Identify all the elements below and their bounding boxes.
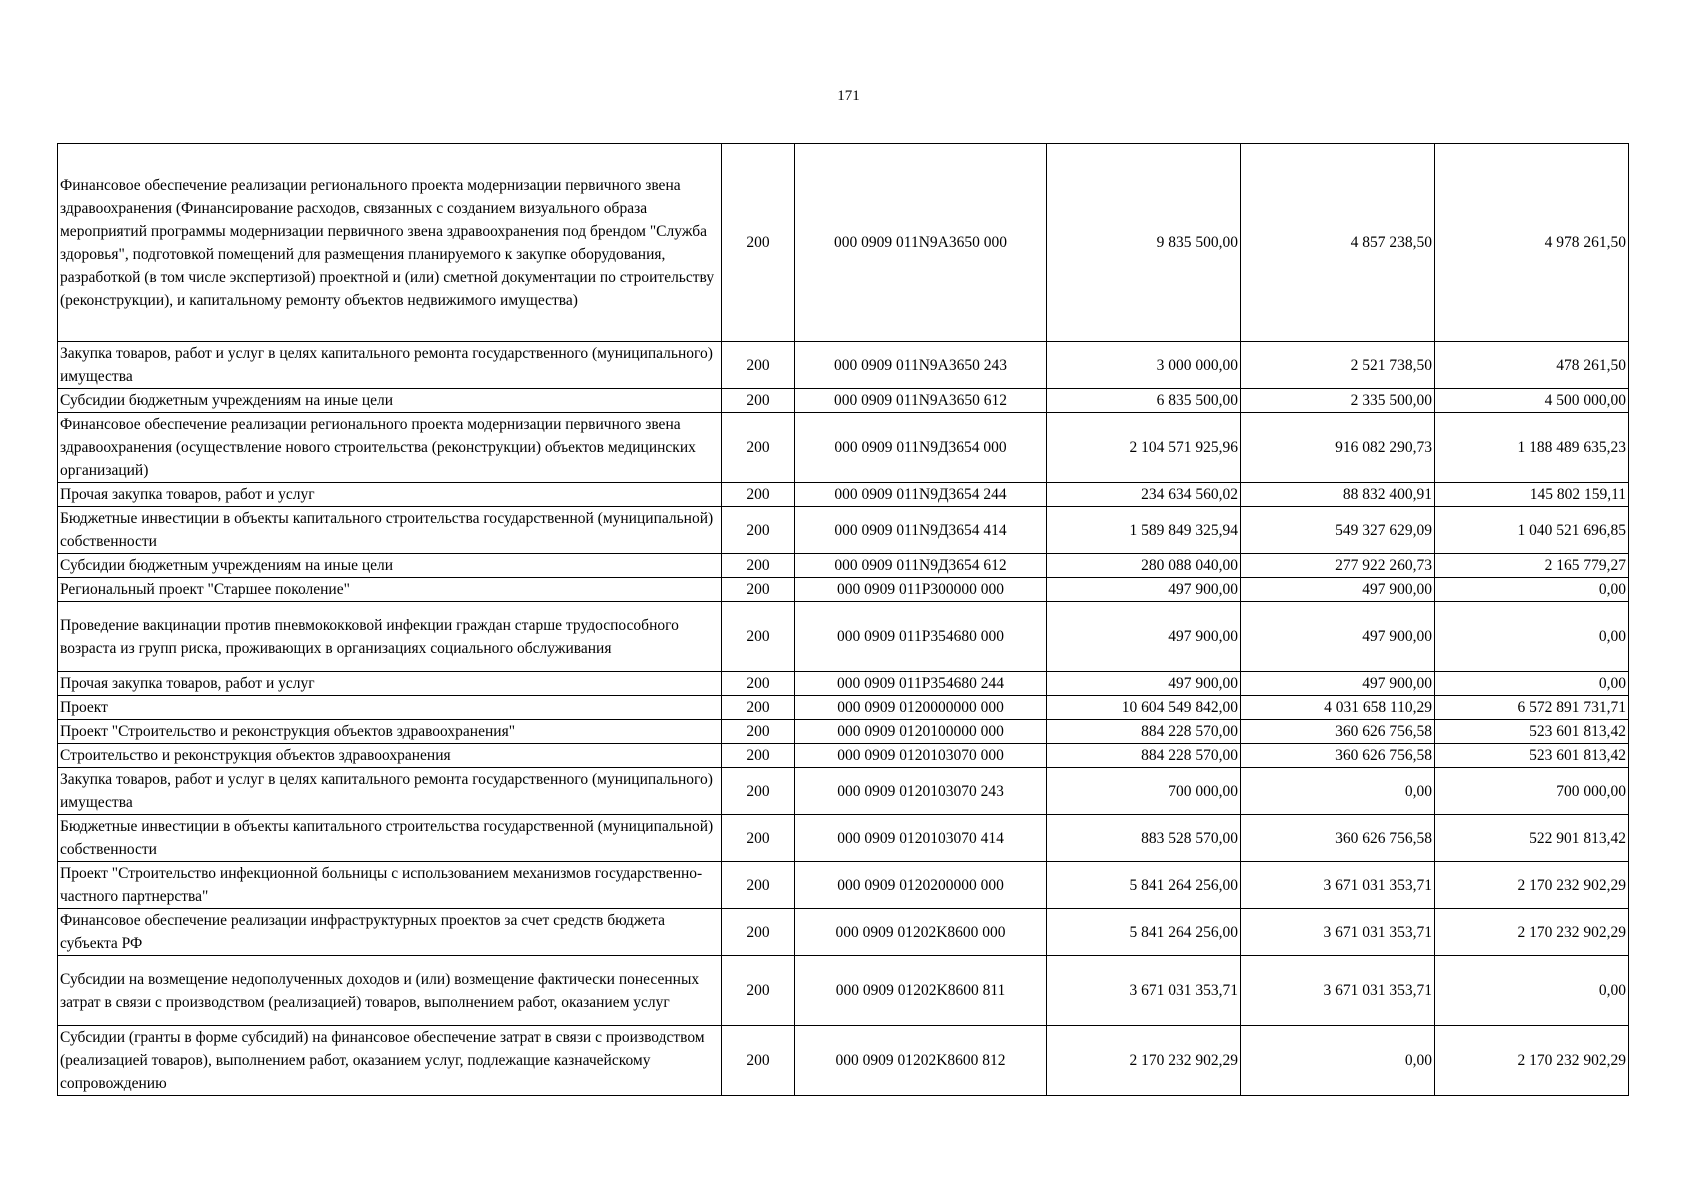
table-row bbox=[58, 507, 1629, 554]
row-code-cell: 200 bbox=[722, 956, 795, 1026]
row-approved-cell: 884 228 570,00 bbox=[1047, 720, 1241, 744]
row-name-cell: Проект "Строительство и реконструкция объектов здравоохранения" bbox=[58, 720, 722, 744]
row-code-cell: 200 bbox=[722, 672, 795, 696]
row-unexecuted-cell: 0,00 bbox=[1435, 672, 1629, 696]
row-executed-cell: 2 335 500,00 bbox=[1241, 389, 1435, 413]
table-row bbox=[58, 413, 1629, 483]
row-code-cell: 200 bbox=[722, 720, 795, 744]
row-unexecuted-cell: 523 601 813,42 bbox=[1435, 720, 1629, 744]
row-approved-cell: 2 104 571 925,96 bbox=[1047, 413, 1241, 483]
row-code-cell: 200 bbox=[722, 862, 795, 909]
table-row bbox=[58, 862, 1629, 909]
row-approved-cell: 3 000 000,00 bbox=[1047, 342, 1241, 389]
row-code-cell: 200 bbox=[722, 413, 795, 483]
row-unexecuted-cell: 522 901 813,42 bbox=[1435, 815, 1629, 862]
row-classification-cell: 000 0909 011P300000 000 bbox=[795, 578, 1047, 602]
row-code-cell: 200 bbox=[722, 507, 795, 554]
table-row bbox=[58, 389, 1629, 413]
row-unexecuted-cell: 1 188 489 635,23 bbox=[1435, 413, 1629, 483]
row-executed-cell: 277 922 260,73 bbox=[1241, 554, 1435, 578]
row-classification-cell: 000 0909 011P354680 000 bbox=[795, 602, 1047, 672]
row-executed-cell: 497 900,00 bbox=[1241, 602, 1435, 672]
row-unexecuted-cell: 0,00 bbox=[1435, 956, 1629, 1026]
table-row bbox=[58, 768, 1629, 815]
table-row bbox=[58, 483, 1629, 507]
table-row bbox=[58, 578, 1629, 602]
row-executed-cell: 360 626 756,58 bbox=[1241, 744, 1435, 768]
row-unexecuted-cell: 145 802 159,11 bbox=[1435, 483, 1629, 507]
row-executed-cell: 0,00 bbox=[1241, 1026, 1435, 1096]
row-name-cell: Строительство и реконструкция объектов здравоохранения bbox=[58, 744, 722, 768]
row-classification-cell: 000 0909 011N9Д3654 000 bbox=[795, 413, 1047, 483]
row-code-cell: 200 bbox=[722, 909, 795, 956]
table-row bbox=[58, 1026, 1629, 1096]
table-row bbox=[58, 342, 1629, 389]
row-name-cell: Бюджетные инвестиции в объекты капитального строительства государственной (муниципальной) собственности bbox=[58, 815, 722, 862]
row-code-cell: 200 bbox=[722, 342, 795, 389]
row-approved-cell: 884 228 570,00 bbox=[1047, 744, 1241, 768]
row-name-cell: Региональный проект "Старшее поколение" bbox=[58, 578, 722, 602]
table-row bbox=[58, 696, 1629, 720]
row-unexecuted-cell: 4 978 261,50 bbox=[1435, 144, 1629, 342]
row-classification-cell: 000 0909 011N9A3650 612 bbox=[795, 389, 1047, 413]
row-approved-cell: 10 604 549 842,00 bbox=[1047, 696, 1241, 720]
row-unexecuted-cell: 0,00 bbox=[1435, 578, 1629, 602]
row-code-cell: 200 bbox=[722, 144, 795, 342]
row-classification-cell: 000 0909 01202K8600 811 bbox=[795, 956, 1047, 1026]
page-number: 171 bbox=[837, 88, 860, 104]
row-name-cell: Закупка товаров, работ и услуг в целях капитального ремонта государственного (муниципального) имущества bbox=[58, 768, 722, 815]
row-executed-cell: 4 857 238,50 bbox=[1241, 144, 1435, 342]
row-executed-cell: 497 900,00 bbox=[1241, 672, 1435, 696]
row-executed-cell: 4 031 658 110,29 bbox=[1241, 696, 1435, 720]
row-approved-cell: 5 841 264 256,00 bbox=[1047, 862, 1241, 909]
table-row bbox=[58, 144, 1629, 342]
row-unexecuted-cell: 523 601 813,42 bbox=[1435, 744, 1629, 768]
row-approved-cell: 9 835 500,00 bbox=[1047, 144, 1241, 342]
row-name-cell: Финансовое обеспечение реализации регионального проекта модернизации первичного звена здравоохранения (Финансирование расходов, связанных с созданием визуального образа мероприятий программы модернизации первичного звена здравоохранения под брендом "Служба здоровья", подготовкой помещений для размещения планируемого к закупке оборудования, разработкой (в том числе экспертизой) проектной и (или) сметной документации по строительству (реконструкции), и капитальному ремонту объектов недвижимого имущества) bbox=[58, 144, 722, 342]
row-unexecuted-cell: 6 572 891 731,71 bbox=[1435, 696, 1629, 720]
row-classification-cell: 000 0909 0120200000 000 bbox=[795, 862, 1047, 909]
row-approved-cell: 497 900,00 bbox=[1047, 602, 1241, 672]
row-classification-cell: 000 0909 011N9Д3654 244 bbox=[795, 483, 1047, 507]
table-row bbox=[58, 744, 1629, 768]
row-name-cell: Бюджетные инвестиции в объекты капитального строительства государственной (муниципальной) собственности bbox=[58, 507, 722, 554]
row-code-cell: 200 bbox=[722, 696, 795, 720]
row-code-cell: 200 bbox=[722, 815, 795, 862]
row-approved-cell: 6 835 500,00 bbox=[1047, 389, 1241, 413]
row-unexecuted-cell: 2 170 232 902,29 bbox=[1435, 862, 1629, 909]
row-approved-cell: 497 900,00 bbox=[1047, 672, 1241, 696]
row-executed-cell: 549 327 629,09 bbox=[1241, 507, 1435, 554]
table-row bbox=[58, 554, 1629, 578]
row-code-cell: 200 bbox=[722, 578, 795, 602]
row-executed-cell: 2 521 738,50 bbox=[1241, 342, 1435, 389]
row-classification-cell: 000 0909 0120103070 000 bbox=[795, 744, 1047, 768]
row-code-cell: 200 bbox=[722, 602, 795, 672]
row-approved-cell: 883 528 570,00 bbox=[1047, 815, 1241, 862]
row-classification-cell: 000 0909 0120103070 414 bbox=[795, 815, 1047, 862]
row-name-cell: Субсидии (гранты в форме субсидий) на финансовое обеспечение затрат в связи с производством (реализацией товаров), выполнением работ, оказанием услуг, подлежащие казначейскому сопровождению bbox=[58, 1026, 722, 1096]
row-executed-cell: 916 082 290,73 bbox=[1241, 413, 1435, 483]
row-code-cell: 200 bbox=[722, 1026, 795, 1096]
row-approved-cell: 2 170 232 902,29 bbox=[1047, 1026, 1241, 1096]
table-body bbox=[58, 144, 1629, 1096]
row-unexecuted-cell: 2 170 232 902,29 bbox=[1435, 1026, 1629, 1096]
row-classification-cell: 000 0909 0120103070 243 bbox=[795, 768, 1047, 815]
row-code-cell: 200 bbox=[722, 554, 795, 578]
row-code-cell: 200 bbox=[722, 744, 795, 768]
row-unexecuted-cell: 478 261,50 bbox=[1435, 342, 1629, 389]
row-unexecuted-cell: 1 040 521 696,85 bbox=[1435, 507, 1629, 554]
row-approved-cell: 280 088 040,00 bbox=[1047, 554, 1241, 578]
row-classification-cell: 000 0909 011P354680 244 bbox=[795, 672, 1047, 696]
row-unexecuted-cell: 2 170 232 902,29 bbox=[1435, 909, 1629, 956]
row-name-cell: Субсидии бюджетным учреждениям на иные цели bbox=[58, 389, 722, 413]
row-approved-cell: 3 671 031 353,71 bbox=[1047, 956, 1241, 1026]
row-executed-cell: 3 671 031 353,71 bbox=[1241, 909, 1435, 956]
table-row bbox=[58, 909, 1629, 956]
row-executed-cell: 88 832 400,91 bbox=[1241, 483, 1435, 507]
row-classification-cell: 000 0909 011N9A3650 000 bbox=[795, 144, 1047, 342]
row-name-cell: Закупка товаров, работ и услуг в целях капитального ремонта государственного (муниципального) имущества bbox=[58, 342, 722, 389]
row-classification-cell: 000 0909 011N9Д3654 414 bbox=[795, 507, 1047, 554]
row-name-cell: Прочая закупка товаров, работ и услуг bbox=[58, 483, 722, 507]
row-executed-cell: 360 626 756,58 bbox=[1241, 815, 1435, 862]
row-classification-cell: 000 0909 01202K8600 812 bbox=[795, 1026, 1047, 1096]
row-code-cell: 200 bbox=[722, 389, 795, 413]
row-executed-cell: 497 900,00 bbox=[1241, 578, 1435, 602]
row-code-cell: 200 bbox=[722, 768, 795, 815]
row-classification-cell: 000 0909 011N9Д3654 612 bbox=[795, 554, 1047, 578]
table-row bbox=[58, 672, 1629, 696]
row-approved-cell: 5 841 264 256,00 bbox=[1047, 909, 1241, 956]
row-name-cell: Финансовое обеспечение реализации регионального проекта модернизации первичного звена здравоохранения (осуществление нового строительства (реконструкции) объектов медицинских организаций) bbox=[58, 413, 722, 483]
row-approved-cell: 700 000,00 bbox=[1047, 768, 1241, 815]
row-unexecuted-cell: 2 165 779,27 bbox=[1435, 554, 1629, 578]
row-approved-cell: 497 900,00 bbox=[1047, 578, 1241, 602]
row-name-cell: Финансовое обеспечение реализации инфраструктурных проектов за счет средств бюджета субъекта РФ bbox=[58, 909, 722, 956]
row-name-cell: Проект bbox=[58, 696, 722, 720]
row-classification-cell: 000 0909 011N9A3650 243 bbox=[795, 342, 1047, 389]
row-approved-cell: 234 634 560,02 bbox=[1047, 483, 1241, 507]
row-name-cell: Прочая закупка товаров, работ и услуг bbox=[58, 672, 722, 696]
row-name-cell: Проведение вакцинации против пневмококковой инфекции граждан старше трудоспособного возраста из групп риска, проживающих в организациях социального обслуживания bbox=[58, 602, 722, 672]
row-executed-cell: 0,00 bbox=[1241, 768, 1435, 815]
table-row bbox=[58, 815, 1629, 862]
budget-execution-table bbox=[57, 143, 1629, 1096]
row-classification-cell: 000 0909 0120000000 000 bbox=[795, 696, 1047, 720]
row-name-cell: Субсидии на возмещение недополученных доходов и (или) возмещение фактически понесенных затрат в связи с производством (реализацией) товаров, выполнением работ, оказанием услуг bbox=[58, 956, 722, 1026]
row-name-cell: Проект "Строительство инфекционной больницы с использованием механизмов государственно-частного партнерства" bbox=[58, 862, 722, 909]
row-executed-cell: 360 626 756,58 bbox=[1241, 720, 1435, 744]
row-unexecuted-cell: 4 500 000,00 bbox=[1435, 389, 1629, 413]
row-unexecuted-cell: 0,00 bbox=[1435, 602, 1629, 672]
row-approved-cell: 1 589 849 325,94 bbox=[1047, 507, 1241, 554]
row-classification-cell: 000 0909 01202K8600 000 bbox=[795, 909, 1047, 956]
row-executed-cell: 3 671 031 353,71 bbox=[1241, 956, 1435, 1026]
row-executed-cell: 3 671 031 353,71 bbox=[1241, 862, 1435, 909]
row-classification-cell: 000 0909 0120100000 000 bbox=[795, 720, 1047, 744]
table-row bbox=[58, 720, 1629, 744]
table-row bbox=[58, 602, 1629, 672]
row-code-cell: 200 bbox=[722, 483, 795, 507]
table-row bbox=[58, 956, 1629, 1026]
row-unexecuted-cell: 700 000,00 bbox=[1435, 768, 1629, 815]
row-name-cell: Субсидии бюджетным учреждениям на иные цели bbox=[58, 554, 722, 578]
